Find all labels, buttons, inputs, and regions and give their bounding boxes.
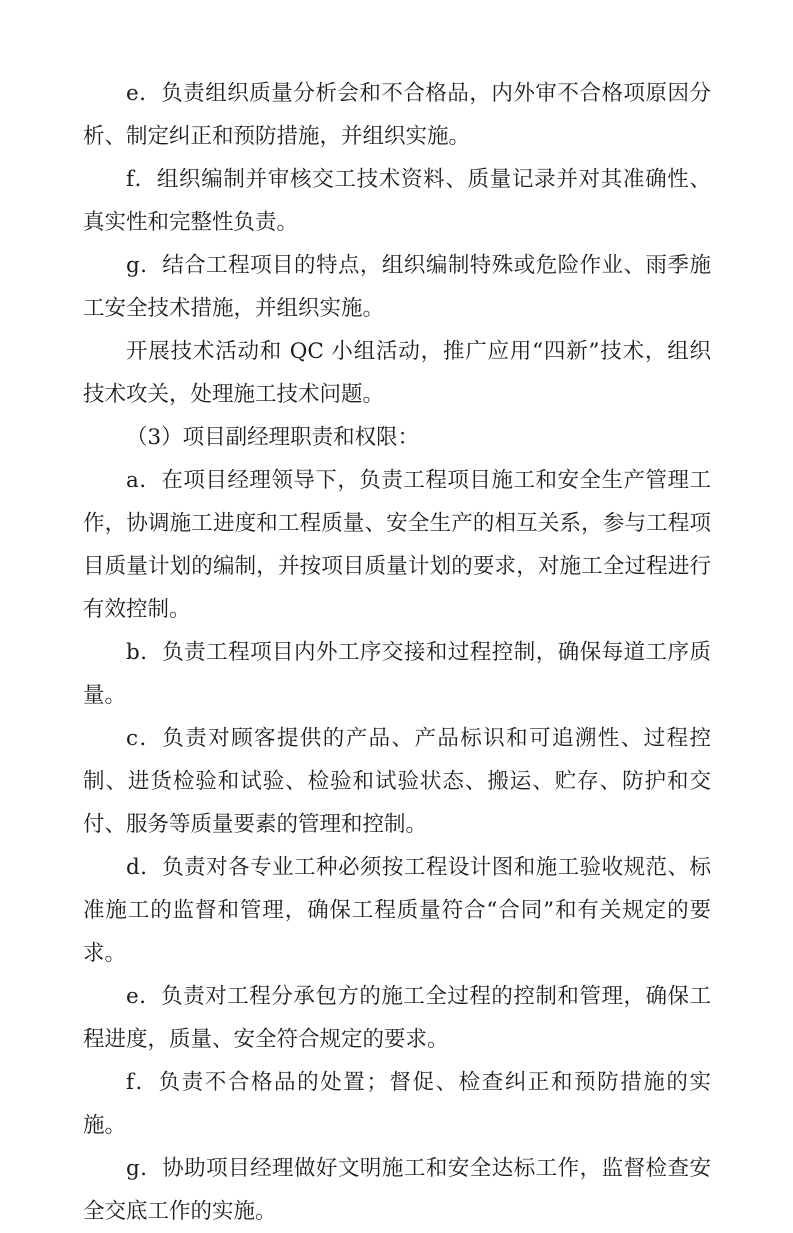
heading-3-deputy-manager: （3）项目副经理职责和权限： (126, 425, 420, 450)
paragraph-item-qc-group-activity: 开展技术活动和 QC 小组活动，推广应用“四新”技术，组织技术攻关，处理施工技术问题。 (83, 339, 711, 407)
paragraph-item-e-quality-analysis: e．负责组织质量分析会和不合格品，内外审不合格项原因分析、制定纠正和预防措施，并组织实施。 (83, 81, 711, 149)
paragraph-deputy-item-g-civilized-construction: g．协助项目经理做好文明施工和安全达标工作，监督检查安全交底工作的实施。 (83, 1156, 711, 1224)
paragraph-deputy-item-f-nonconforming: f．负责不合格品的处置；督促、检查纠正和预防措施的实施。 (83, 1070, 711, 1138)
paragraph-deputy-item-e-subcontractor: e．负责对工程分承包方的施工全过程的控制和管理，确保工程进度，质量、安全符合规定的要求。 (83, 984, 711, 1052)
paragraph-item-f-technical-documents: f．组织编制并审核交工技术资料、质量记录并对其准确性、真实性和完整性负责。 (83, 167, 711, 235)
document-body (83, 72, 711, 1233)
paragraph-item-g-special-operations: g．结合工程项目的特点，组织编制特殊或危险作业、雨季施工安全技术措施，并组织实施。 (83, 253, 711, 321)
paragraph-deputy-item-b-process-control: b．负责工程项目内外工序交接和过程控制，确保每道工序质量。 (83, 640, 711, 708)
paragraph-deputy-item-c-customer-products: c．负责对顾客提供的产品、产品标识和可追溯性、过程控制、进货检验和试验、检验和试验状态、搬运、贮存、防护和交付、服务等质量要素的管理和控制。 (83, 726, 711, 837)
paragraph-deputy-item-d-supervision: d．负责对各专业工种必须按工程设计图和施工验收规范、标准施工的监督和管理，确保工程质量符合“合同”和有关规定的要求。 (83, 855, 711, 966)
paragraph-deputy-item-a-leadership: a．在项目经理领导下，负责工程项目施工和安全生产管理工作，协调施工进度和工程质量、安全生产的相互关系，参与工程项目质量计划的编制，并按项目质量计划的要求，对施工全过程进行有效控制。 (83, 468, 711, 622)
